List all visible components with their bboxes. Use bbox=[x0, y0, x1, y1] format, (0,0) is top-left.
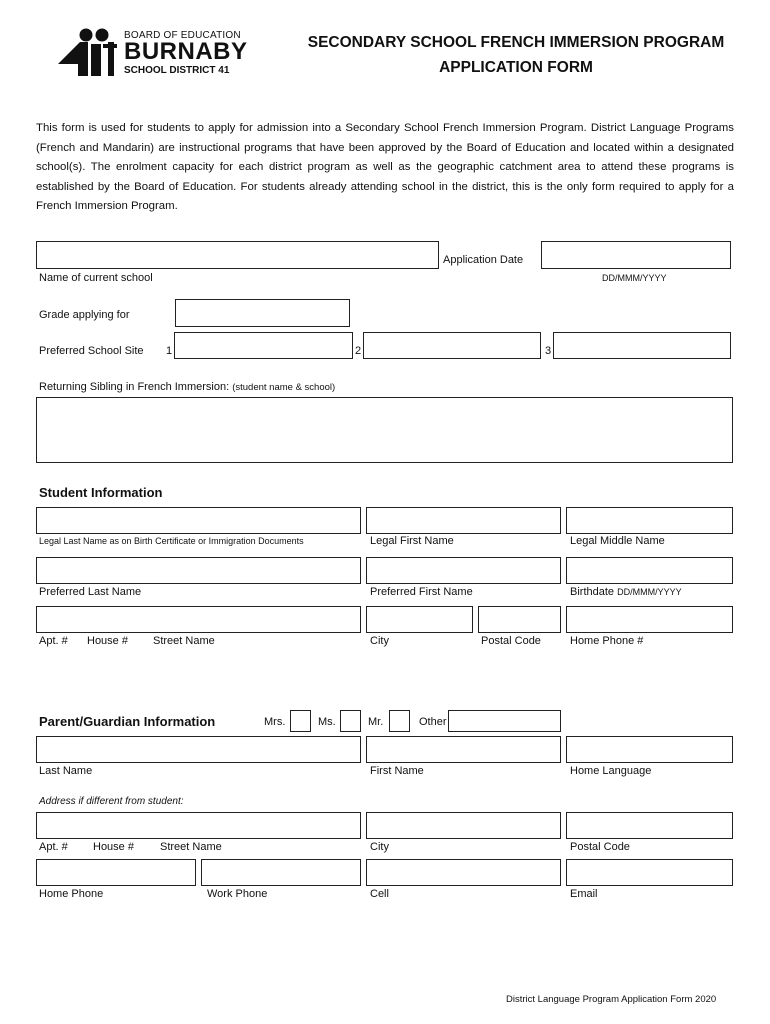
sibling-label-text: Returning Sibling in French Immersion: bbox=[39, 381, 230, 393]
site-number-3: 3 bbox=[545, 345, 552, 357]
parent-last-name-label: Last Name bbox=[39, 765, 93, 777]
footer-text: District Language Program Application Form 2020 bbox=[506, 994, 717, 1005]
logo-line-2: BURNABY bbox=[124, 38, 248, 65]
parent-city-label: City bbox=[370, 841, 389, 853]
home-language-input[interactable] bbox=[566, 736, 733, 763]
logo-line-3: SCHOOL DISTRICT 41 bbox=[124, 65, 230, 76]
ms-checkbox[interactable] bbox=[340, 710, 361, 732]
ms-label: Ms. bbox=[318, 716, 336, 728]
student-city-input[interactable] bbox=[366, 606, 473, 633]
student-info-heading: Student Information bbox=[39, 485, 163, 500]
form-title-line-1: SECONDARY SCHOOL FRENCH IMMERSION PROGRAM bbox=[307, 34, 725, 51]
grade-input[interactable] bbox=[175, 299, 350, 327]
legal-middle-name-label: Legal Middle Name bbox=[570, 535, 665, 547]
student-postal-code-input[interactable] bbox=[478, 606, 561, 633]
parent-home-phone-label: Home Phone bbox=[39, 888, 104, 900]
mrs-label: Mrs. bbox=[264, 716, 286, 728]
current-school-input[interactable] bbox=[36, 241, 439, 269]
logo-line-1: BOARD OF EDUCATION bbox=[124, 30, 241, 41]
application-date-format: DD/MMM/YYYY bbox=[602, 273, 667, 283]
sibling-label bbox=[39, 381, 335, 393]
birthdate-label-text: Birthdate bbox=[570, 586, 615, 598]
preferred-last-name-label: Preferred Last Name bbox=[39, 586, 142, 598]
student-home-phone-label: Home Phone # bbox=[570, 635, 644, 647]
parent-cell-label: Cell bbox=[370, 888, 389, 900]
preferred-first-name-label: Preferred First Name bbox=[370, 586, 473, 598]
preferred-last-name-input[interactable] bbox=[36, 557, 361, 584]
site-number-2: 2 bbox=[355, 345, 362, 357]
logo-figures-icon bbox=[58, 28, 130, 78]
address-note: Address if different from student: bbox=[39, 796, 184, 807]
legal-first-name-label: Legal First Name bbox=[370, 535, 454, 547]
form-title-line-2: APPLICATION FORM bbox=[439, 59, 593, 76]
sibling-hint: (student name & school) bbox=[232, 382, 336, 393]
parent-apt-label: Apt. # bbox=[39, 841, 68, 853]
parent-home-phone-input[interactable] bbox=[36, 859, 196, 886]
student-home-phone-input[interactable] bbox=[566, 606, 733, 633]
parent-postal-code-label: Postal Code bbox=[570, 841, 630, 853]
legal-last-name-input[interactable] bbox=[36, 507, 361, 534]
preferred-first-name-input[interactable] bbox=[366, 557, 561, 584]
student-street-label: Street Name bbox=[153, 635, 215, 647]
legal-middle-name-input[interactable] bbox=[566, 507, 733, 534]
student-city-label: City bbox=[370, 635, 389, 647]
district-logo bbox=[58, 28, 248, 80]
birthdate-input[interactable] bbox=[566, 557, 733, 584]
preferred-site-2-input[interactable] bbox=[363, 332, 541, 359]
parent-first-name-label: First Name bbox=[370, 765, 424, 777]
parent-email-label: Email bbox=[570, 888, 598, 900]
application-date-input[interactable] bbox=[541, 241, 731, 269]
student-house-label: House # bbox=[87, 635, 128, 647]
home-language-label: Home Language bbox=[570, 765, 652, 777]
student-postal-code-label: Postal Code bbox=[481, 635, 541, 647]
birthdate-label bbox=[570, 586, 682, 598]
parent-work-phone-input[interactable] bbox=[201, 859, 361, 886]
preferred-site-1-input[interactable] bbox=[174, 332, 353, 359]
grade-label: Grade applying for bbox=[39, 309, 130, 321]
birthdate-format: DD/MMM/YYYY bbox=[617, 587, 682, 597]
mr-label: Mr. bbox=[368, 716, 384, 728]
sibling-input[interactable] bbox=[36, 397, 733, 463]
parent-cell-input[interactable] bbox=[366, 859, 561, 886]
legal-last-name-label: Legal Last Name as on Birth Certificate or Immigration Documents bbox=[39, 536, 304, 546]
parent-info-heading: Parent/Guardian Information bbox=[39, 714, 216, 729]
intro-paragraph: This form is used for students to apply for admission into a Secondary School French Immersion Program. District Language Programs (French and Mandarin) are instructional programs that have been approved by the Board of Education and located within a designated school(s). The enrolment capacity for each district program as well as the geographic catchment area to attend these programs is established by the Board of Education. For students already attending school in the district, this is the only form required to apply for a French Immersion Program. bbox=[36, 122, 734, 213]
parent-work-phone-label: Work Phone bbox=[207, 888, 268, 900]
parent-address-input[interactable] bbox=[36, 812, 361, 839]
parent-house-label: House # bbox=[93, 841, 134, 853]
parent-email-input[interactable] bbox=[566, 859, 733, 886]
site-number-1: 1 bbox=[166, 345, 173, 357]
parent-first-name-input[interactable] bbox=[366, 736, 561, 763]
parent-street-label: Street Name bbox=[160, 841, 222, 853]
student-address-input[interactable] bbox=[36, 606, 361, 633]
preferred-site-3-input[interactable] bbox=[553, 332, 731, 359]
parent-city-input[interactable] bbox=[366, 812, 561, 839]
student-apt-label: Apt. # bbox=[39, 635, 68, 647]
legal-first-name-input[interactable] bbox=[366, 507, 561, 534]
other-input[interactable] bbox=[448, 710, 561, 732]
parent-postal-code-input[interactable] bbox=[566, 812, 733, 839]
parent-last-name-input[interactable] bbox=[36, 736, 361, 763]
application-date-label: Application Date bbox=[443, 254, 524, 266]
other-label: Other bbox=[419, 716, 447, 728]
current-school-label: Name of current school bbox=[39, 272, 153, 284]
preferred-site-label: Preferred School Site bbox=[39, 345, 144, 357]
mr-checkbox[interactable] bbox=[389, 710, 410, 732]
mrs-checkbox[interactable] bbox=[290, 710, 311, 732]
